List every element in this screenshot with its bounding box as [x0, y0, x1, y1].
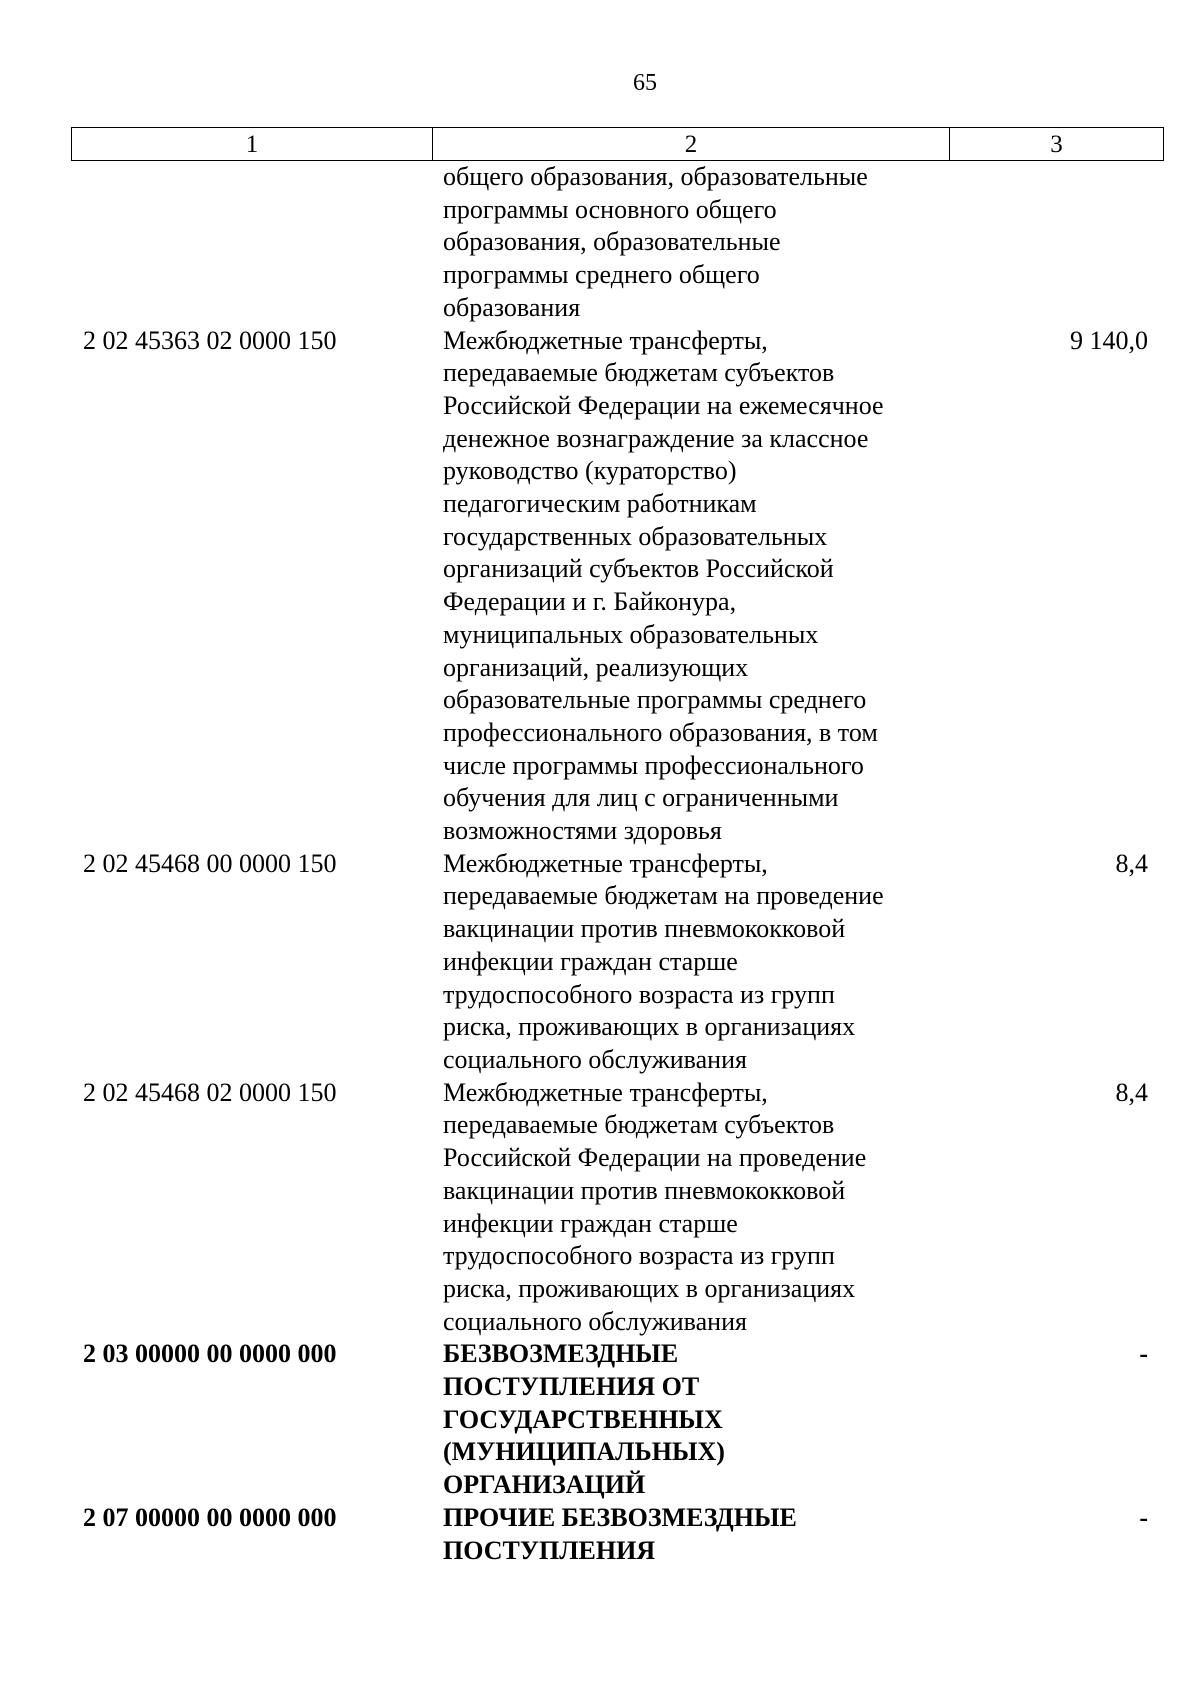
amount: 8,4 [1115, 1077, 1148, 1107]
revenue-name: Межбюджетные трансферты, передаваемые бюджетам субъектов Российской Федерации на ежемесячное денежное вознаграждение за классное руководство (кураторство) педагогическим работникам государственных образовательных организаций субъектов Российской Федерации и г. Байконура, муниципальных образовательных организаций, реализующих образовательные программы среднего профессионального образования, в том числе программы профессионального обучения для лиц с ограниченными возможностями здоровья [443, 325, 884, 846]
page-number: 65 [633, 70, 657, 96]
budget-code: 2 02 45363 02 0000 150 [83, 325, 337, 355]
column-header-2: 2 [433, 128, 950, 161]
budget-code: 2 07 00000 00 0000 000 [83, 1502, 337, 1532]
table-row-section-total [71, 1502, 1160, 1567]
table-row-section-total [71, 1338, 1160, 1502]
table-row [71, 848, 1160, 1077]
budget-code: 2 03 00000 00 0000 000 [83, 1339, 337, 1369]
column-header-table [71, 127, 1164, 161]
revenue-name: общего образования, образовательные программы основного общего образования, образовательные программы среднего общего образования [443, 162, 868, 322]
budget-code: 2 02 45468 00 0000 150 [83, 848, 337, 878]
amount: - [1139, 1502, 1148, 1532]
amount: 9 140,0 [1070, 325, 1148, 355]
table-row [71, 161, 1160, 325]
table-row [71, 1077, 1160, 1339]
amount: 8,4 [1115, 848, 1148, 878]
column-header-1: 1 [72, 128, 433, 161]
revenue-name: БЕЗВОЗМЕЗДНЫЕ ПОСТУПЛЕНИЯ ОТ ГОСУДАРСТВЕННЫХ (МУНИЦИПАЛЬНЫХ) ОРГАНИЗАЦИЙ [443, 1339, 725, 1500]
column-header-3: 3 [950, 128, 1164, 161]
column-header-row [72, 128, 1164, 161]
revenue-name: Межбюджетные трансферты, передаваемые бюджетам на проведение вакцинации против пневмококковой инфекции граждан старше трудоспособного возраста из групп риска, проживающих в организациях социального обслуживания [443, 848, 884, 1074]
budget-code: 2 02 45468 02 0000 150 [83, 1077, 337, 1107]
table-row [71, 325, 1160, 848]
revenue-name: ПРОЧИЕ БЕЗВОЗМЕЗДНЫЕ ПОСТУПЛЕНИЯ [443, 1502, 797, 1565]
budget-table-body [71, 161, 1160, 1567]
amount: - [1139, 1339, 1148, 1369]
revenue-name: Межбюджетные трансферты, передаваемые бюджетам субъектов Российской Федерации на проведение вакцинации против пневмококковой инфекции граждан старше трудоспособного возраста из групп риска, проживающих в организациях социального обслуживания [443, 1077, 867, 1336]
